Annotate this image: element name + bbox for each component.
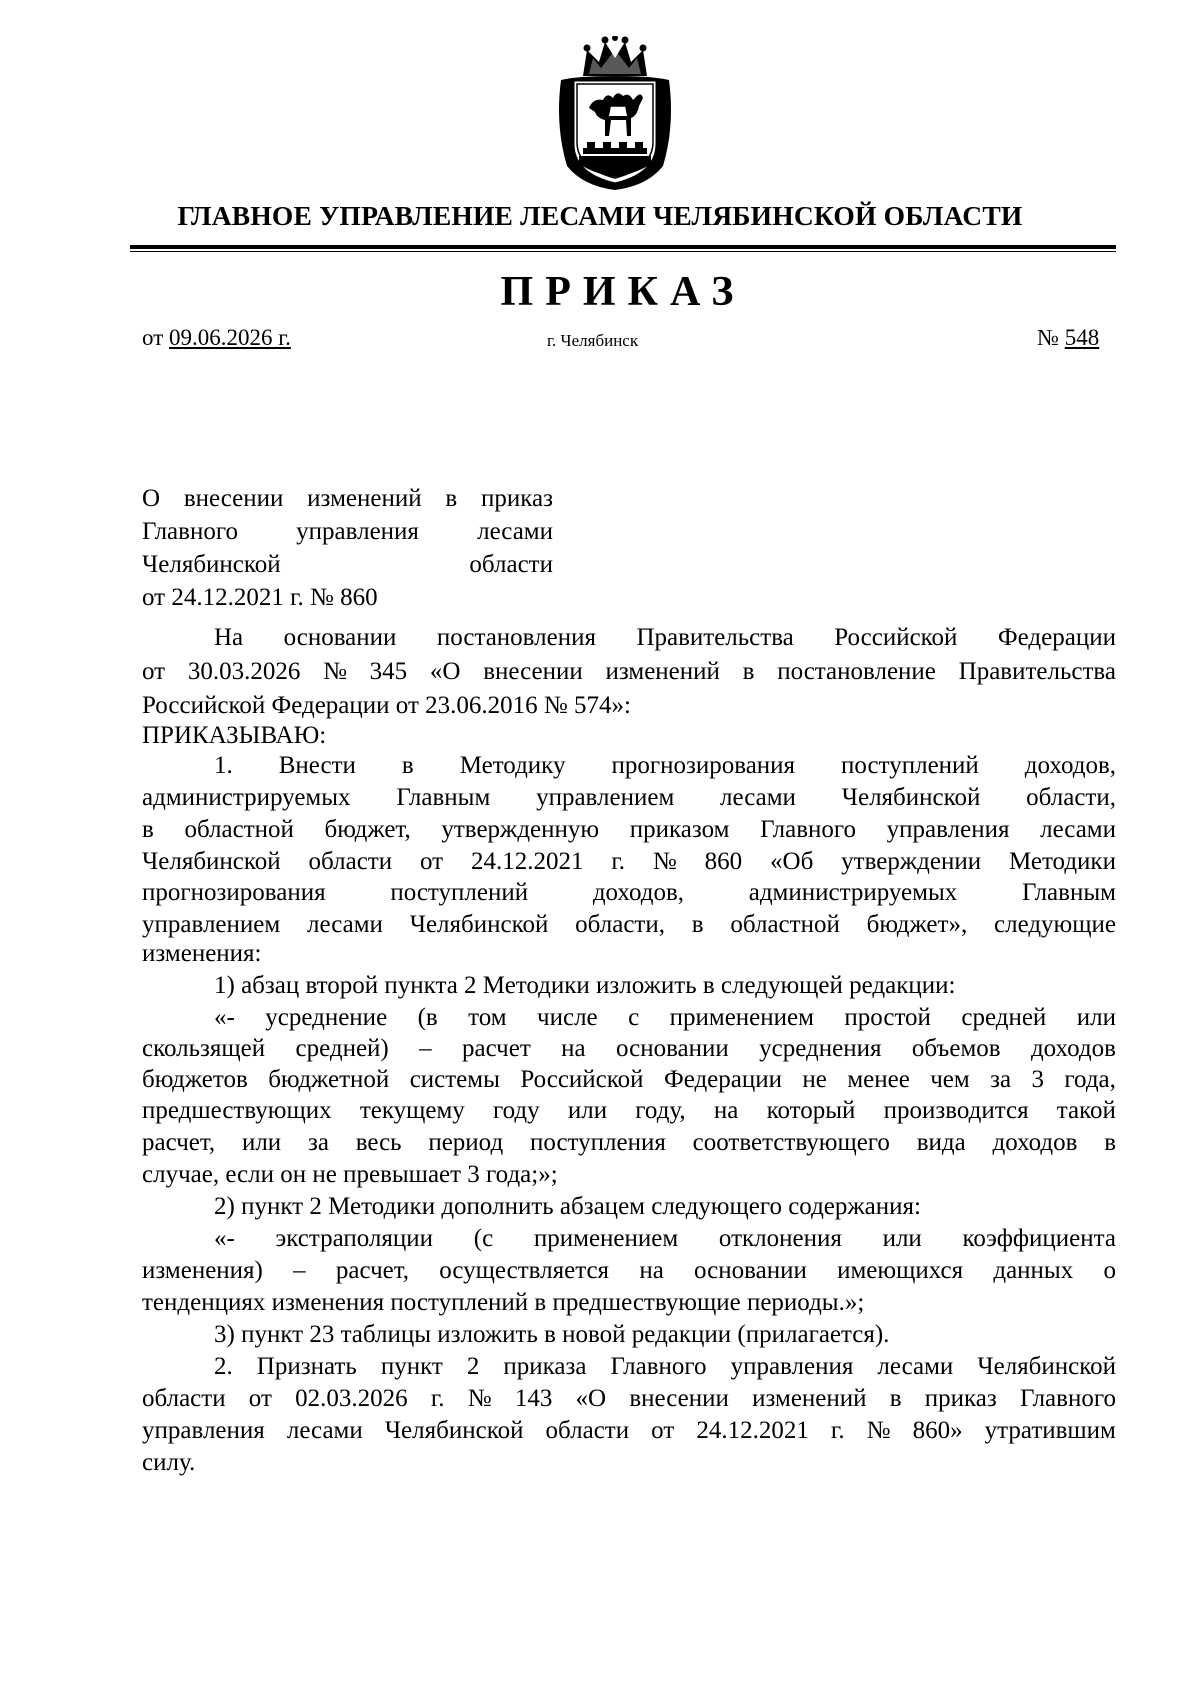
word: области [469,551,553,578]
word: 30.03.2026 [187,658,301,685]
word: области [308,848,393,875]
item-2-line [142,1385,1116,1419]
word: основании [615,1035,729,1062]
word: администрируемых [748,879,958,906]
word: областной [184,816,294,843]
word: «О [429,658,461,685]
word: области, [575,911,665,938]
word: весь [355,1129,402,1156]
word: менее [847,1066,910,1093]
word: Признать [256,1353,357,1380]
quote-1-line [142,1035,1116,1069]
word: отклонения [718,1225,842,1252]
word: о [1103,1257,1116,1284]
subject-line [142,515,553,548]
word: О [142,485,161,512]
organization-title: ГЛАВНОЕ УПРАВЛЕНИЕ ЛЕСАМИ ЧЕЛЯБИНСКОЙ ОБЛАСТИ [177,200,1023,231]
word: 143 [514,1385,553,1412]
word: г. [830,1417,845,1444]
word: коэффициента [962,1225,1116,1252]
word: расчет [461,1035,531,1062]
word: г. [611,848,626,875]
word: – [293,1257,306,1284]
quote-1-line [142,1004,1116,1038]
word: (в [417,1004,438,1031]
word: прогнозирования [142,879,326,906]
document-type-heading: ПРИКАЗ [500,269,746,315]
word: Федерации [663,1066,783,1093]
word: поступлений [390,879,529,906]
word: простой [844,1004,931,1031]
word: в [401,752,414,779]
word: 24.12.2021 [696,1417,809,1444]
word: утверждении [841,848,982,875]
word: управления [296,518,419,545]
date-value: 09.06.2026 г. [169,325,291,350]
word: или [241,1129,282,1156]
word: областной [730,911,840,938]
word: соответствующего [692,1129,890,1156]
preamble-line: Российской Федерации от 23.06.2016 № 574»: [142,692,631,719]
word: 860 [704,848,743,875]
word: области, [1026,784,1116,811]
word: изменений [307,485,422,512]
word: внесении [629,1385,729,1412]
word: администрируемых [142,784,351,811]
word: усреднение [265,1004,388,1031]
word: производится [883,1097,1029,1124]
item-1-line [142,879,1116,913]
subitem-2: 2) пункт 2 Методики дополнить абзацем следующего содержания: [214,1193,921,1220]
word: «- [214,1004,235,1031]
word: предшествующих [142,1097,332,1124]
word: Правительства [958,658,1116,685]
subitem-1: 1) абзац второй пункта 2 Методики изложить в следующей редакции: [214,972,956,999]
word: года, [1064,1066,1116,1093]
date-prefix: от [142,325,164,350]
word: Методику [459,752,566,779]
word: или [567,1097,608,1124]
word: основании [283,624,397,651]
item-1-line [142,752,1116,786]
quote-1-line [142,1129,1116,1163]
item-2-line [142,1353,1116,1387]
word: Внести [278,752,356,779]
word: бюджетов [142,1066,248,1093]
word: г. [430,1385,445,1412]
word: лесами [877,1353,954,1380]
subject-line [142,548,553,581]
word: в [142,816,154,843]
word: бюджет», [866,911,968,938]
word: поступлений [841,752,979,779]
word: утратившим [984,1417,1116,1444]
word: Методики [1008,848,1116,875]
order-date [142,325,291,351]
word: доходов, [592,879,685,906]
word: который [766,1097,856,1124]
order-number [1037,325,1099,351]
word: экстраполяции [275,1225,434,1252]
order-city: г. Челябинск [547,331,639,350]
word: в [445,485,458,512]
word: Челябинской [409,911,549,938]
order-directive: ПРИКАЗЫВАЮ: [142,722,327,749]
word: доходов, [1024,752,1116,779]
word: «О [575,1385,607,1412]
word: усреднения [759,1035,882,1062]
word: за [990,1066,1012,1093]
word: в [889,1385,902,1412]
word: Правительства [636,624,794,651]
word: бюджетной [268,1066,390,1093]
word: не [802,1066,827,1093]
word: доходов [1030,1035,1116,1062]
word: Федерации [997,624,1116,651]
word: управления [142,1417,265,1444]
word: утвержденную [441,816,600,843]
word: лесами [1040,816,1116,843]
preamble-line [142,624,1116,658]
word: 2 [466,1353,480,1380]
item-2-line: силу. [142,1449,196,1476]
word: такой [1056,1097,1116,1124]
word: 02.03.2026 [295,1385,408,1412]
header-rule-thin [130,251,1116,252]
word: от [248,1385,272,1412]
word: управлением [142,911,281,938]
quote-2-line [142,1225,1116,1259]
word: 860» [912,1417,963,1444]
word: изменений [752,1385,867,1412]
subject-line [142,482,553,515]
word: году, [635,1097,686,1124]
word: в [691,911,704,938]
word: изменения) [142,1257,263,1284]
word: применением [533,1225,679,1252]
word: «- [214,1225,235,1252]
word: № [323,658,347,685]
word: внесении [483,658,583,685]
item-1-line: изменения: [142,940,262,967]
word: «Об [770,848,814,875]
word: внесении [183,485,284,512]
order-subject [142,482,553,614]
word: следующие [994,911,1116,938]
coat-of-arms-icon [553,36,678,192]
crown-icon [583,36,647,76]
word: за [307,1129,329,1156]
word: году [493,1097,540,1124]
word: № [652,848,677,875]
word: Челябинской [384,1417,524,1444]
word: лесами [720,784,796,811]
word: доходов [992,1129,1078,1156]
word: текущему [359,1097,465,1124]
word: на [639,1257,664,1284]
word: данных [993,1257,1074,1284]
word: Российской [520,1066,644,1093]
word: на [561,1035,586,1062]
word: расчет, [142,1129,216,1156]
word: имеющихся [837,1257,964,1284]
word: № [467,1385,492,1412]
item-1-line [142,848,1116,882]
word: 2. [214,1353,233,1380]
word: средней [961,1004,1047,1031]
word: в [1104,1129,1116,1156]
word: или [1076,1004,1116,1031]
word: области [142,1385,226,1412]
subitem-3: 3) пункт 23 таблицы изложить в новой редакции (прилагается). [214,1321,890,1348]
word: поступления [529,1129,666,1156]
word: № [866,1417,891,1444]
item-1-line [142,816,1116,850]
word: вида [916,1129,966,1156]
word: от [651,1417,675,1444]
word: скользящей [142,1035,266,1062]
item-2-line [142,1417,1116,1451]
word: 24.12.2021 [470,848,584,875]
word: лесами [307,911,383,938]
word: от [419,848,444,875]
word: приказ [924,1385,997,1412]
word: или [882,1225,922,1252]
word: изменений [605,658,720,685]
word: основании [694,1257,807,1284]
header-rule-thick [130,245,1116,249]
word: с [628,1004,640,1031]
word: 345 [369,658,408,685]
word: На [214,624,244,651]
preamble-line [142,658,1116,692]
word: расчет, [335,1257,410,1284]
word: управлением [536,784,675,811]
word: – [419,1035,432,1062]
word: приказом [629,816,730,843]
quote-1-line: случае, если он не превышает 3 года;»; [142,1161,558,1188]
number-prefix: № [1037,325,1059,350]
word: том [468,1004,507,1031]
word: Главного [142,518,238,545]
number-value: 548 [1064,325,1100,350]
quote-1-line [142,1066,1116,1100]
word: пункт [380,1353,443,1380]
word: применением [669,1004,814,1031]
word: 1. [214,752,233,779]
word: 3 [1031,1066,1045,1093]
word: приказ [480,485,553,512]
word: осуществляется [439,1257,610,1284]
word: бюджет, [324,816,411,843]
word: период [428,1129,504,1156]
word: Главным [1022,879,1116,906]
word: (с [473,1225,494,1252]
word: Главным [396,784,491,811]
word: области [545,1417,630,1444]
word: от [142,658,166,685]
word: управления [886,816,1010,843]
word: Челябинской [977,1353,1116,1380]
word: Главного [760,816,857,843]
word: прогнозирования [611,752,796,779]
word: Главного [610,1353,707,1380]
subject-line: от 24.12.2021 г. № 860 [142,584,378,611]
word: управления [730,1353,854,1380]
word: Российской [834,624,958,651]
word: системы [409,1066,500,1093]
word: на [713,1097,739,1124]
item-1-line [142,784,1116,818]
word: числе [537,1004,598,1031]
word: Челябинской [142,551,281,578]
word: лесами [477,518,553,545]
quote-2-line: тенденциях изменения поступлений в предшествующие периоды.»; [142,1289,865,1316]
word: средней) [295,1035,389,1062]
word: объемов [911,1035,1001,1062]
word: Челябинской [142,848,281,875]
quote-2-line [142,1257,1116,1291]
word: чем [930,1066,970,1093]
word: в [742,658,755,685]
word: постановление [777,658,936,685]
word: лесами [286,1417,363,1444]
word: приказа [503,1353,587,1380]
quote-1-line [142,1097,1116,1131]
word: Челябинской [841,784,981,811]
word: Главного [1020,1385,1116,1412]
word: постановления [436,624,596,651]
